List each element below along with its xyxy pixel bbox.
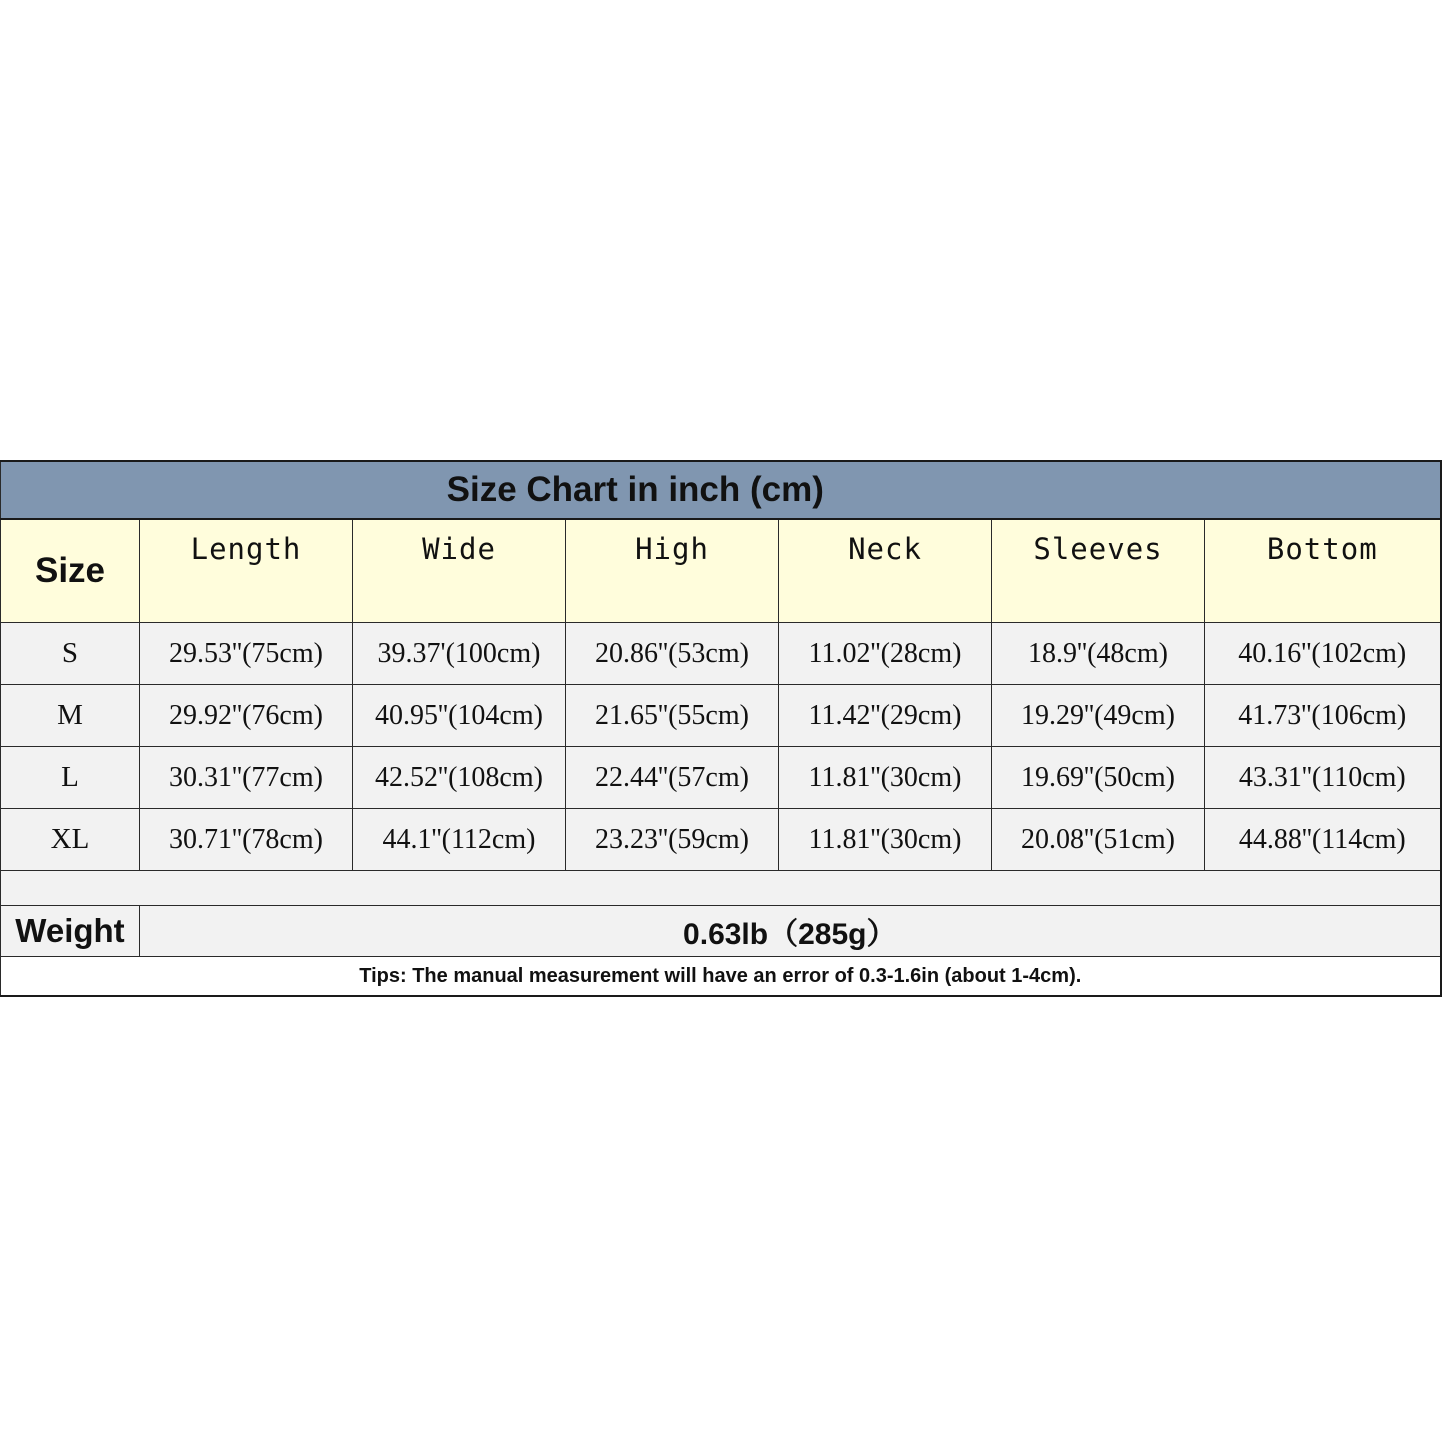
table-row	[1, 809, 1441, 871]
length-cell: 29.53''(75cm)	[140, 623, 353, 685]
neck-cell: 11.81''(30cm)	[779, 809, 992, 871]
high-cell: 22.44''(57cm)	[566, 747, 779, 809]
wide-cell: 39.37'(100cm)	[353, 623, 566, 685]
weight-label: Weight	[1, 906, 140, 957]
bottom-cell: 41.73''(106cm)	[1205, 685, 1441, 747]
table-row	[1, 685, 1441, 747]
sleeves-cell: 20.08''(51cm)	[992, 809, 1205, 871]
neck-cell: 11.42''(29cm)	[779, 685, 992, 747]
neck-cell: 11.02''(28cm)	[779, 623, 992, 685]
spacer-row	[1, 871, 1441, 906]
header-wide: Wide	[353, 519, 566, 623]
sleeves-cell: 18.9''(48cm)	[992, 623, 1205, 685]
size-cell: M	[1, 685, 140, 747]
chart-title	[1, 461, 1441, 519]
header-size: Size	[1, 519, 140, 623]
bottom-cell: 40.16''(102cm)	[1205, 623, 1441, 685]
sleeves-cell: 19.69''(50cm)	[992, 747, 1205, 809]
sleeves-cell: 19.29''(49cm)	[992, 685, 1205, 747]
header-length: Length	[140, 519, 353, 623]
weight-row	[1, 906, 1441, 957]
table-row	[1, 747, 1441, 809]
chart-title-text: Size Chart in inch (cm)	[446, 470, 824, 509]
tips-text: Tips: The manual measurement will have an error of 0.3-1.6in (about 1-4cm).	[1, 957, 1441, 997]
bottom-cell: 44.88''(114cm)	[1205, 809, 1441, 871]
size-cell: S	[1, 623, 140, 685]
neck-cell: 11.81''(30cm)	[779, 747, 992, 809]
high-cell: 20.86''(53cm)	[566, 623, 779, 685]
high-cell: 23.23''(59cm)	[566, 809, 779, 871]
tips-row	[1, 957, 1441, 997]
bottom-cell: 43.31''(110cm)	[1205, 747, 1441, 809]
size-cell: XL	[1, 809, 140, 871]
length-cell: 29.92''(76cm)	[140, 685, 353, 747]
header-bottom: Bottom	[1205, 519, 1441, 623]
wide-cell: 44.1''(112cm)	[353, 809, 566, 871]
size-chart-table	[0, 460, 1442, 997]
header-sleeves: Sleeves	[992, 519, 1205, 623]
header-row	[1, 519, 1441, 623]
table-row	[1, 623, 1441, 685]
header-neck: Neck	[779, 519, 992, 623]
length-cell: 30.31''(77cm)	[140, 747, 353, 809]
high-cell: 21.65''(55cm)	[566, 685, 779, 747]
spacer-cell	[1, 871, 1441, 906]
weight-value: 0.63lb（285g）	[140, 906, 1441, 957]
wide-cell: 42.52''(108cm)	[353, 747, 566, 809]
header-high: High	[566, 519, 779, 623]
title-row	[1, 461, 1441, 519]
length-cell: 30.71''(78cm)	[140, 809, 353, 871]
wide-cell: 40.95''(104cm)	[353, 685, 566, 747]
size-cell: L	[1, 747, 140, 809]
